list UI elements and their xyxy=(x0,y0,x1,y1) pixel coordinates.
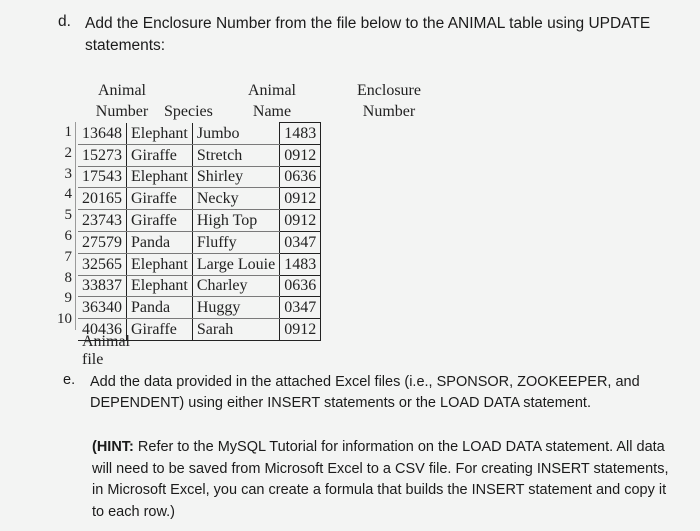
animal-name-cell: Stretch xyxy=(192,144,279,166)
row-number: 4 xyxy=(56,184,76,205)
animal-name-cell: Large Louie xyxy=(192,253,279,275)
animal-name-cell: High Top xyxy=(192,210,279,232)
table-row xyxy=(78,144,321,166)
row-number: 10 xyxy=(56,309,76,330)
species-cell: Elephant xyxy=(127,275,193,297)
animal-number-cell: 40436 xyxy=(78,319,127,341)
table-row xyxy=(78,123,321,145)
animal-name-cell: Huggy xyxy=(192,297,279,319)
animal-number-cell: 15273 xyxy=(78,144,127,166)
animal-name-cell: Charley xyxy=(192,275,279,297)
species-cell: Giraffe xyxy=(127,188,193,210)
enclosure-number-cell: 0347 xyxy=(280,231,321,253)
animal-number-cell: 36340 xyxy=(78,297,127,319)
enclosure-number-cell: 0912 xyxy=(280,210,321,232)
hint-paragraph xyxy=(92,437,682,523)
enclosure-number-cell: 0636 xyxy=(280,166,321,188)
table-row xyxy=(78,297,321,319)
species-cell: Elephant xyxy=(127,166,193,188)
sheet-caption: Animal file xyxy=(82,333,130,368)
row-number: 1 xyxy=(56,122,76,143)
animal-number-cell: 27579 xyxy=(78,231,127,253)
row-number: 5 xyxy=(56,205,76,226)
table-row xyxy=(78,275,321,297)
table-row xyxy=(78,253,321,275)
animal-number-cell: 20165 xyxy=(78,188,127,210)
row-number: 3 xyxy=(56,164,76,185)
row-number: 9 xyxy=(56,288,76,309)
species-cell: Giraffe xyxy=(127,144,193,166)
enclosure-number-cell: 0636 xyxy=(280,275,321,297)
question-d-text: Add the Enclosure Number from the file below to the ANIMAL table using UPDATE statements: xyxy=(85,15,651,54)
question-e-marker: e. xyxy=(63,372,76,388)
enclosure-number-cell: 0912 xyxy=(280,319,321,341)
table-row xyxy=(78,166,321,188)
animal-table xyxy=(78,122,321,341)
animal-name-cell: Sarah xyxy=(192,319,279,341)
animal-number-cell: 23743 xyxy=(78,210,127,232)
animal-name-cell: Necky xyxy=(192,188,279,210)
species-cell: Elephant xyxy=(127,253,193,275)
header-species: Species xyxy=(164,103,213,120)
row-number: 8 xyxy=(56,268,76,289)
question-d-marker: d. xyxy=(58,13,71,30)
hint-text: Refer to the MySQL Tutorial for information on the LOAD DATA statement. All data will need to be saved from Microsoft Excel to a CSV file. For creating INSERT statements, in Microsoft Excel, you can create a formula that builds the INSERT statement and copy it to each row.) xyxy=(92,439,669,520)
species-cell: Giraffe xyxy=(127,210,193,232)
species-cell: Panda xyxy=(127,297,193,319)
animal-number-cell: 17543 xyxy=(78,166,127,188)
animal-name-cell: Jumbo xyxy=(192,123,279,145)
species-cell: Elephant xyxy=(127,123,193,145)
table-row xyxy=(78,210,321,232)
enclosure-number-cell: 1483 xyxy=(280,123,321,145)
enclosure-number-cell: 0912 xyxy=(280,144,321,166)
enclosure-number-cell: 0347 xyxy=(280,297,321,319)
row-number: 2 xyxy=(56,143,76,164)
header-animal-name: Animal Name xyxy=(248,82,296,120)
table-row xyxy=(78,231,321,253)
table-row xyxy=(78,188,321,210)
enclosure-number-cell: 0912 xyxy=(280,188,321,210)
header-enclosure-number: Enclosure Number xyxy=(357,82,421,120)
row-number-column xyxy=(56,122,72,330)
question-e-text: Add the data provided in the attached Excel files (i.e., SPONSOR, ZOOKEEPER, and DEPENDENT) using either INSERT statements or the LOAD DATA statement. xyxy=(90,374,640,411)
species-cell: Panda xyxy=(127,231,193,253)
animal-name-cell: Shirley xyxy=(192,166,279,188)
animal-number-cell: 33837 xyxy=(78,275,127,297)
species-cell: Giraffe xyxy=(127,319,193,341)
row-number: 6 xyxy=(56,226,76,247)
animal-number-cell: 13648 xyxy=(78,123,127,145)
header-animal-number: Animal Number xyxy=(95,82,149,120)
animal-number-cell: 32565 xyxy=(78,253,127,275)
row-number: 7 xyxy=(56,247,76,268)
hint-prefix: (HINT: xyxy=(92,439,134,455)
enclosure-number-cell: 1483 xyxy=(280,253,321,275)
animal-name-cell: Fluffy xyxy=(192,231,279,253)
